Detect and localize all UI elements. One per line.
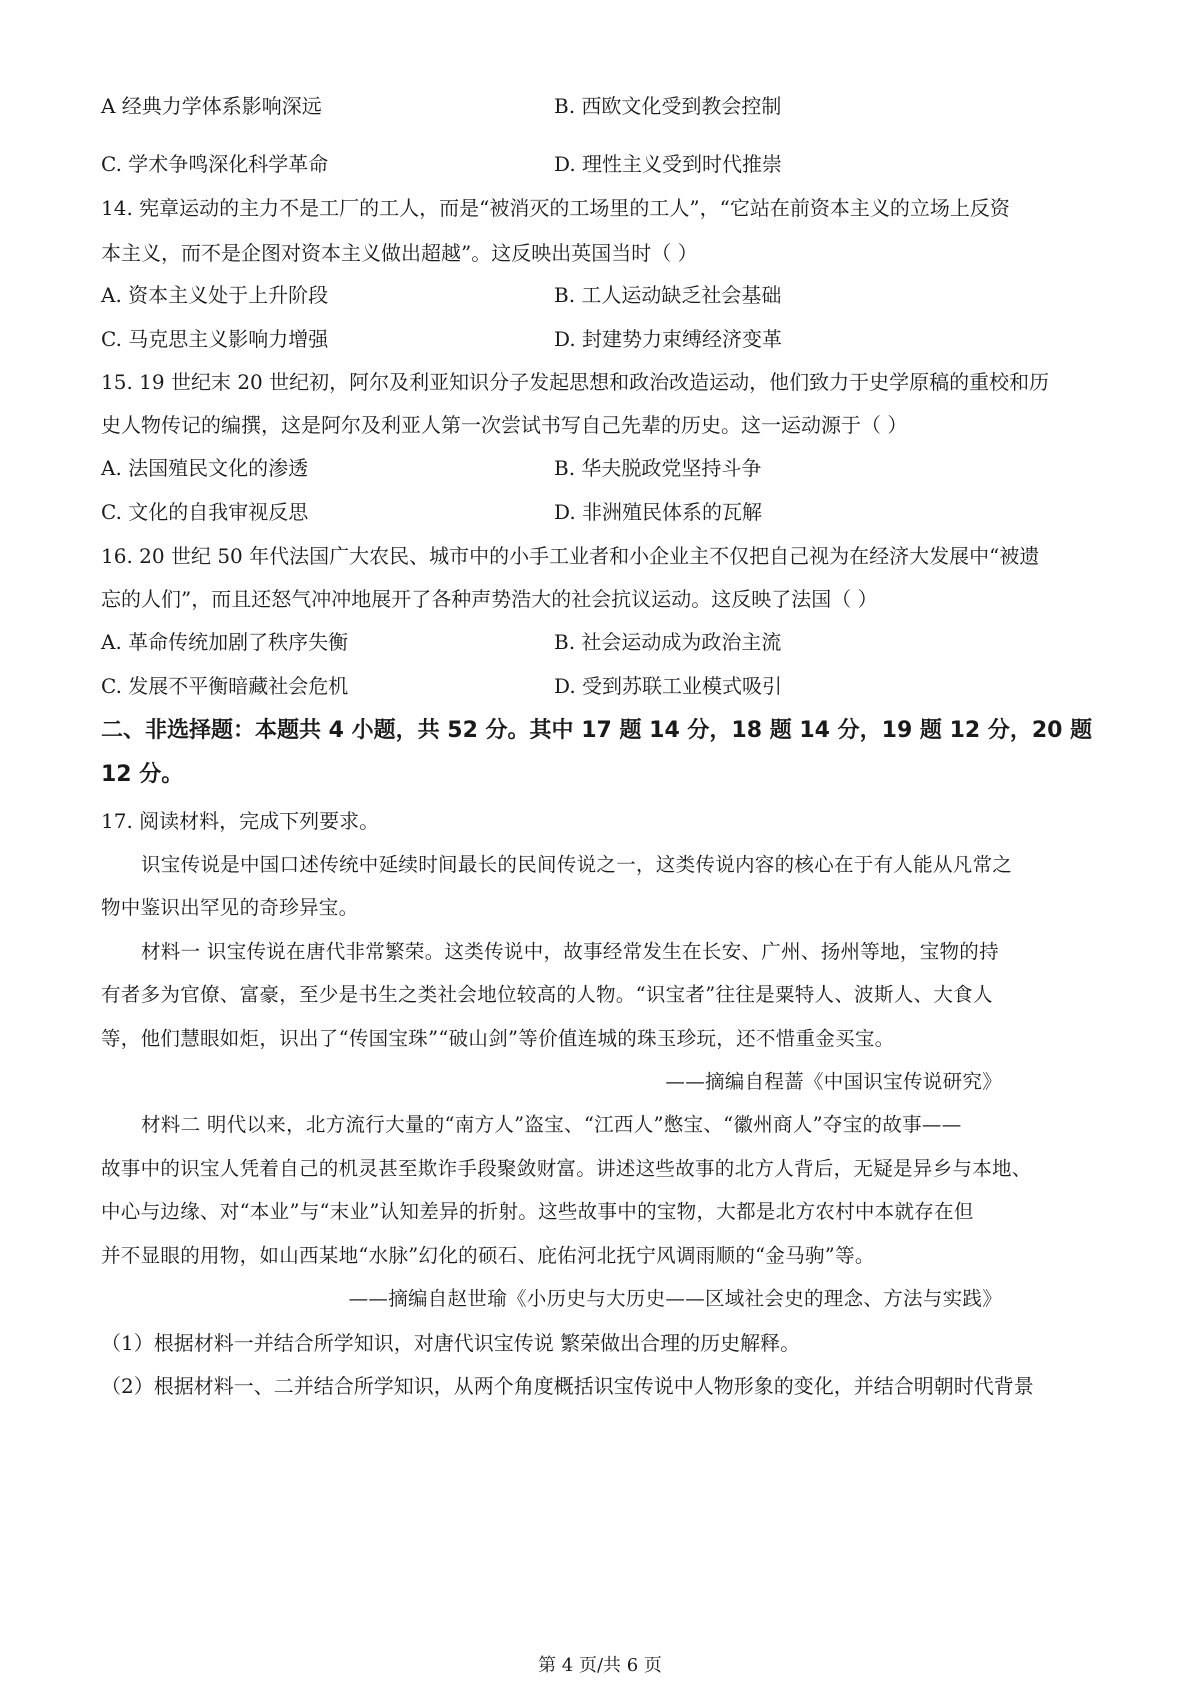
- q17-intro-line2: 物中鉴识出罕见的奇珍异宝。: [101, 896, 359, 919]
- material1-source: ——摘编自程蔷《中国识宝传说研究》: [665, 1070, 1002, 1093]
- q15-stem-line2: 史人物传记的编撰，这是阿尔及利亚人第一次尝试书写自己先辈的历史。这一运动源于（ ）: [101, 413, 908, 437]
- material2-line4: 并不显眼的用物，如山西某地“水脉”幻化的硕石、庇佑河北抚宁风调雨顺的“金马驹”等。: [101, 1244, 875, 1267]
- q13-option-a: A 经典力学体系影响深远: [101, 94, 322, 118]
- material2-line1: 材料二 明代以来，北方流行大量的“南方人”盗宝、“江西人”憋宝、“徽州商人”夺宝的故事——: [141, 1113, 962, 1136]
- q13-option-b: B. 西欧文化受到教会控制: [554, 94, 782, 118]
- q16-option-b: B. 社会运动成为政治主流: [554, 630, 782, 654]
- q14-option-b: B. 工人运动缺乏社会基础: [554, 283, 782, 307]
- material2-line2: 故事中的识宝人凭着自己的机灵甚至欺诈手段聚敛财富。讲述这些故事的北方人背后，无疑是异乡与本地、: [101, 1157, 1032, 1180]
- section2-heading-line1: 二、非选择题：本题共 4 小题，共 52 分。其中 17 题 14 分，18 题 14 分，19 题 12 分，20 题: [101, 718, 1093, 743]
- q14-option-d: D. 封建势力束缚经济变革: [554, 327, 783, 351]
- q15-option-b: B. 华夫脱政党坚持斗争: [554, 456, 762, 480]
- material1-line1: 材料一 识宝传说在唐代非常繁荣。这类传说中，故事经常发生在长安、广州、扬州等地，宝物的持: [141, 940, 999, 963]
- section2-heading-line2: 12 分。: [101, 762, 184, 787]
- q16-stem-line1: 16. 20 世纪 50 年代法国广大农民、城市中的小手工业者和小企业主不仅把自己视为在经济大发展中“被遗: [101, 544, 1040, 568]
- q15-option-c: C. 文化的自我审视反思: [101, 500, 309, 524]
- q17-requirement-1: （1）根据材料一并结合所学知识，对唐代识宝传说 繁荣做出合理的历史解释。: [101, 1331, 801, 1355]
- material1-line2: 有者多为官僚、富豪，至少是书生之类社会地位较高的人物。“识宝者”往往是粟特人、波斯人、大食人: [101, 983, 993, 1006]
- q16-stem-line2: 忘的人们”，而且还怒气冲冲地展开了各种声势浩大的社会抗议运动。这反映了法国（ ）: [101, 587, 878, 611]
- q14-stem-line2: 本主义，而不是企图对资本主义做出超越”。这反映出英国当时（ ）: [101, 241, 698, 265]
- q14-stem-line1: 14. 宪章运动的主力不是工厂的工人，而是“被消灭的工场里的工人”，“它站在前资本主义的立场上反资: [101, 196, 1010, 220]
- q15-option-d: D. 非洲殖民体系的瓦解: [554, 500, 763, 524]
- q15-stem-line1: 15. 19 世纪末 20 世纪初，阿尔及利亚知识分子发起思想和政治改造运动，他们致力于史学原稿的重校和历: [101, 370, 1050, 394]
- q14-option-c: C. 马克思主义影响力增强: [101, 327, 329, 351]
- page-number-footer: 第 4 页/共 6 页: [538, 1655, 662, 1676]
- q13-option-d: D. 理性主义受到时代推崇: [554, 152, 783, 176]
- q15-option-a: A. 法国殖民文化的渗透: [101, 456, 309, 480]
- q16-option-d: D. 受到苏联工业模式吸引: [554, 674, 783, 698]
- q14-option-a: A. 资本主义处于上升阶段: [101, 283, 329, 307]
- q17-intro-line1: 识宝传说是中国口述传统中延续时间最长的民间传说之一，这类传说内容的核心在于有人能从凡常之: [141, 853, 1013, 876]
- q16-option-c: C. 发展不平衡暗藏社会危机: [101, 674, 349, 698]
- q17-requirement-2: （2）根据材料一、二并结合所学知识，从两个角度概括识宝传说中人物形象的变化，并结合明朝时代背景: [101, 1374, 1034, 1398]
- material2-line3: 中心与边缘、对“本业”与“末业”认知差异的折射。这些故事中的宝物，大都是北方农村中本就存在但: [101, 1200, 974, 1223]
- material1-line3: 等，他们慧眼如炬，识出了“传国宝珠”“破山剑”等价值连城的珠玉珍玩，还不惜重金买宝。: [101, 1027, 895, 1050]
- q17-stem: 17. 阅读材料，完成下列要求。: [101, 809, 380, 833]
- material2-source: ——摘编自赵世瑜《小历史与大历史——区域社会史的理念、方法与实践》: [348, 1287, 1002, 1310]
- q13-option-c: C. 学术争鸣深化科学革命: [101, 152, 329, 176]
- q16-option-a: A. 革命传统加剧了秩序失衡: [101, 630, 349, 654]
